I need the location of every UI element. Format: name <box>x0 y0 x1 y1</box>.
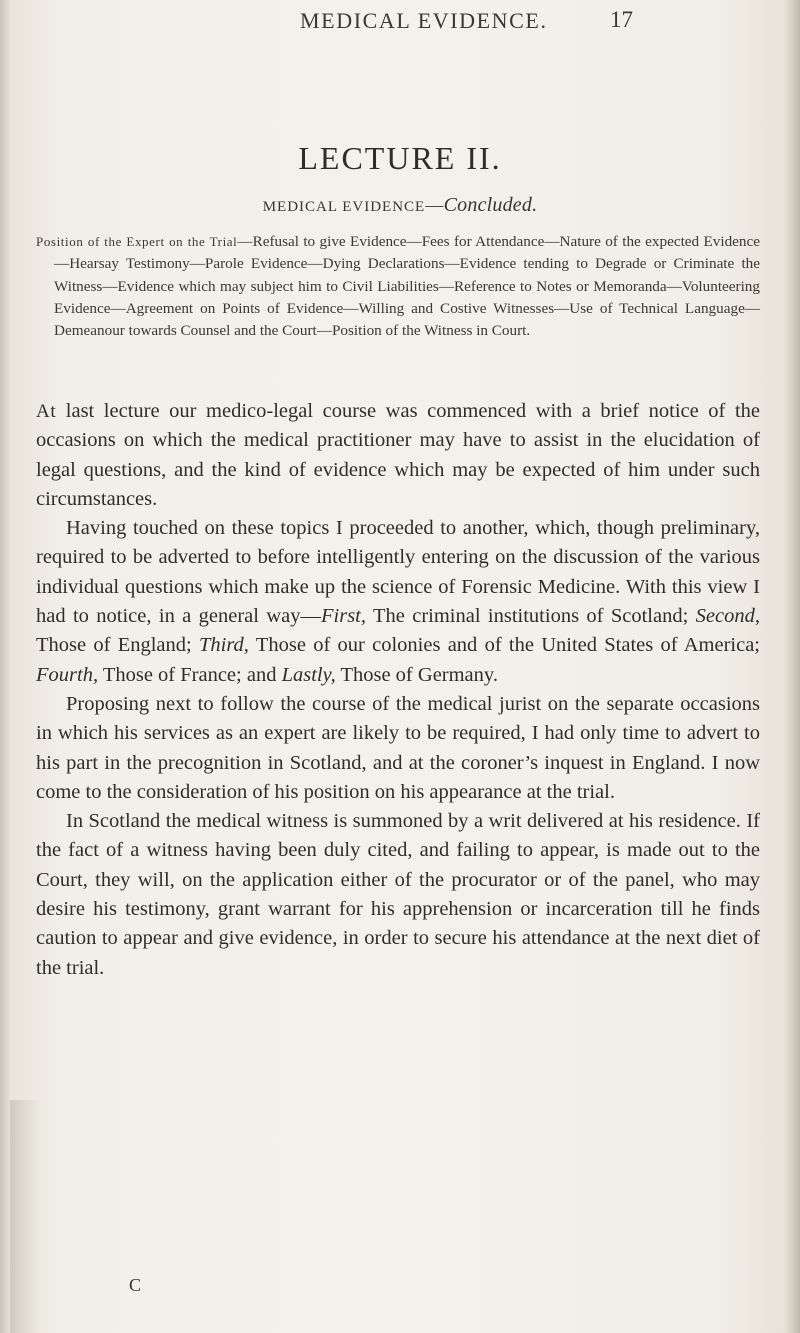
running-title: MEDICAL EVIDENCE. <box>300 8 548 33</box>
paragraph-4: In Scotland the medical witness is summoned by a writ delivered at his residence. If the fact of a witness having been duly cited, and failing to appear, is made out to the Court, they will, on the application either of the procurator or of the panel, who may desire his testimony, grant warrant for his apprehension or incarceration till he finds caution to appear and give evidence, in order to secure his attendance at the next diet of the trial. <box>36 810 760 979</box>
first-text: The criminal institutions of Scotland; <box>366 605 696 628</box>
summary-text: —Refusal to give Evidence—Fees for Attendance—Nature of the expected Evidence—Hearsay Testimony—Parole Evidence—Dying Declarations—Evidence tending to Degrade or Criminate the Witness—Evidence which may subject him to Civil Liabilities—Reference to Notes or Memoranda—Volunteering Evidence—Agreement on Points of Evidence—Willing and Costive Witnesses—Use of Technical Language—Demeanour towards Counsel and the Court—Position of the Witness in Court. <box>54 233 760 340</box>
fourth-text: Those of France; and <box>98 663 282 686</box>
paragraph-1 <box>36 397 760 514</box>
subtitle-dash: — <box>425 195 444 215</box>
page-number: 17 <box>610 7 633 32</box>
paragraph-2-intro: Having touched on these topics I proceeded to another, which, though preliminary, required to be adverted to before intelligently entering on the discussion of the various individual questions which make up the science of Forensic Medicine. With this view I had to notice, in a general way— <box>36 517 760 628</box>
signature-mark <box>0 1275 800 1296</box>
subtitle-suffix: Concluded. <box>443 194 538 216</box>
paragraph-1-lead: At <box>36 401 57 422</box>
signature-letter: C <box>128 1275 141 1295</box>
lecture-heading: LECTURE II. <box>298 140 502 176</box>
lecture-subtitle <box>0 194 800 217</box>
chapter-summary <box>36 231 760 342</box>
lastly-label: Lastly, <box>281 663 336 686</box>
second-text: Those of England; <box>36 634 199 657</box>
summary-lead: Position of the Expert on the Trial <box>36 234 238 249</box>
body-text <box>36 397 760 983</box>
fourth-label: Fourth, <box>36 663 99 686</box>
first-label: First, <box>321 605 366 628</box>
second-label: Second, <box>695 605 760 628</box>
paragraph-1-text: last lecture our medico-legal course was commenced with a brief notice of the occasions on which the medical practitioner may have to assist in the elucidation of legal questions, and the kind of evidence which may be expected of him under such circumstances. <box>36 400 760 510</box>
subtitle-prefix: MEDICAL EVIDENCE <box>262 199 426 215</box>
lastly-text: Those of Germany. <box>335 663 498 686</box>
summary-paragraph <box>36 231 760 342</box>
paragraph-3: Proposing next to follow the course of the medical jurist on the separate occasions in which his services as an expert are likely to be required, I had only time to advert to his part in the precognition in Scotland, and at the coroner’s inquest in England. I now come to the consideration of his position on his appearance at the trial. <box>36 692 760 803</box>
third-text: Those of our colonies and of the United States of America; <box>248 634 760 657</box>
running-head <box>0 8 800 48</box>
page-corner-shadow <box>10 1100 40 1333</box>
paragraph-2 <box>36 514 760 690</box>
third-label: Third, <box>198 634 249 657</box>
